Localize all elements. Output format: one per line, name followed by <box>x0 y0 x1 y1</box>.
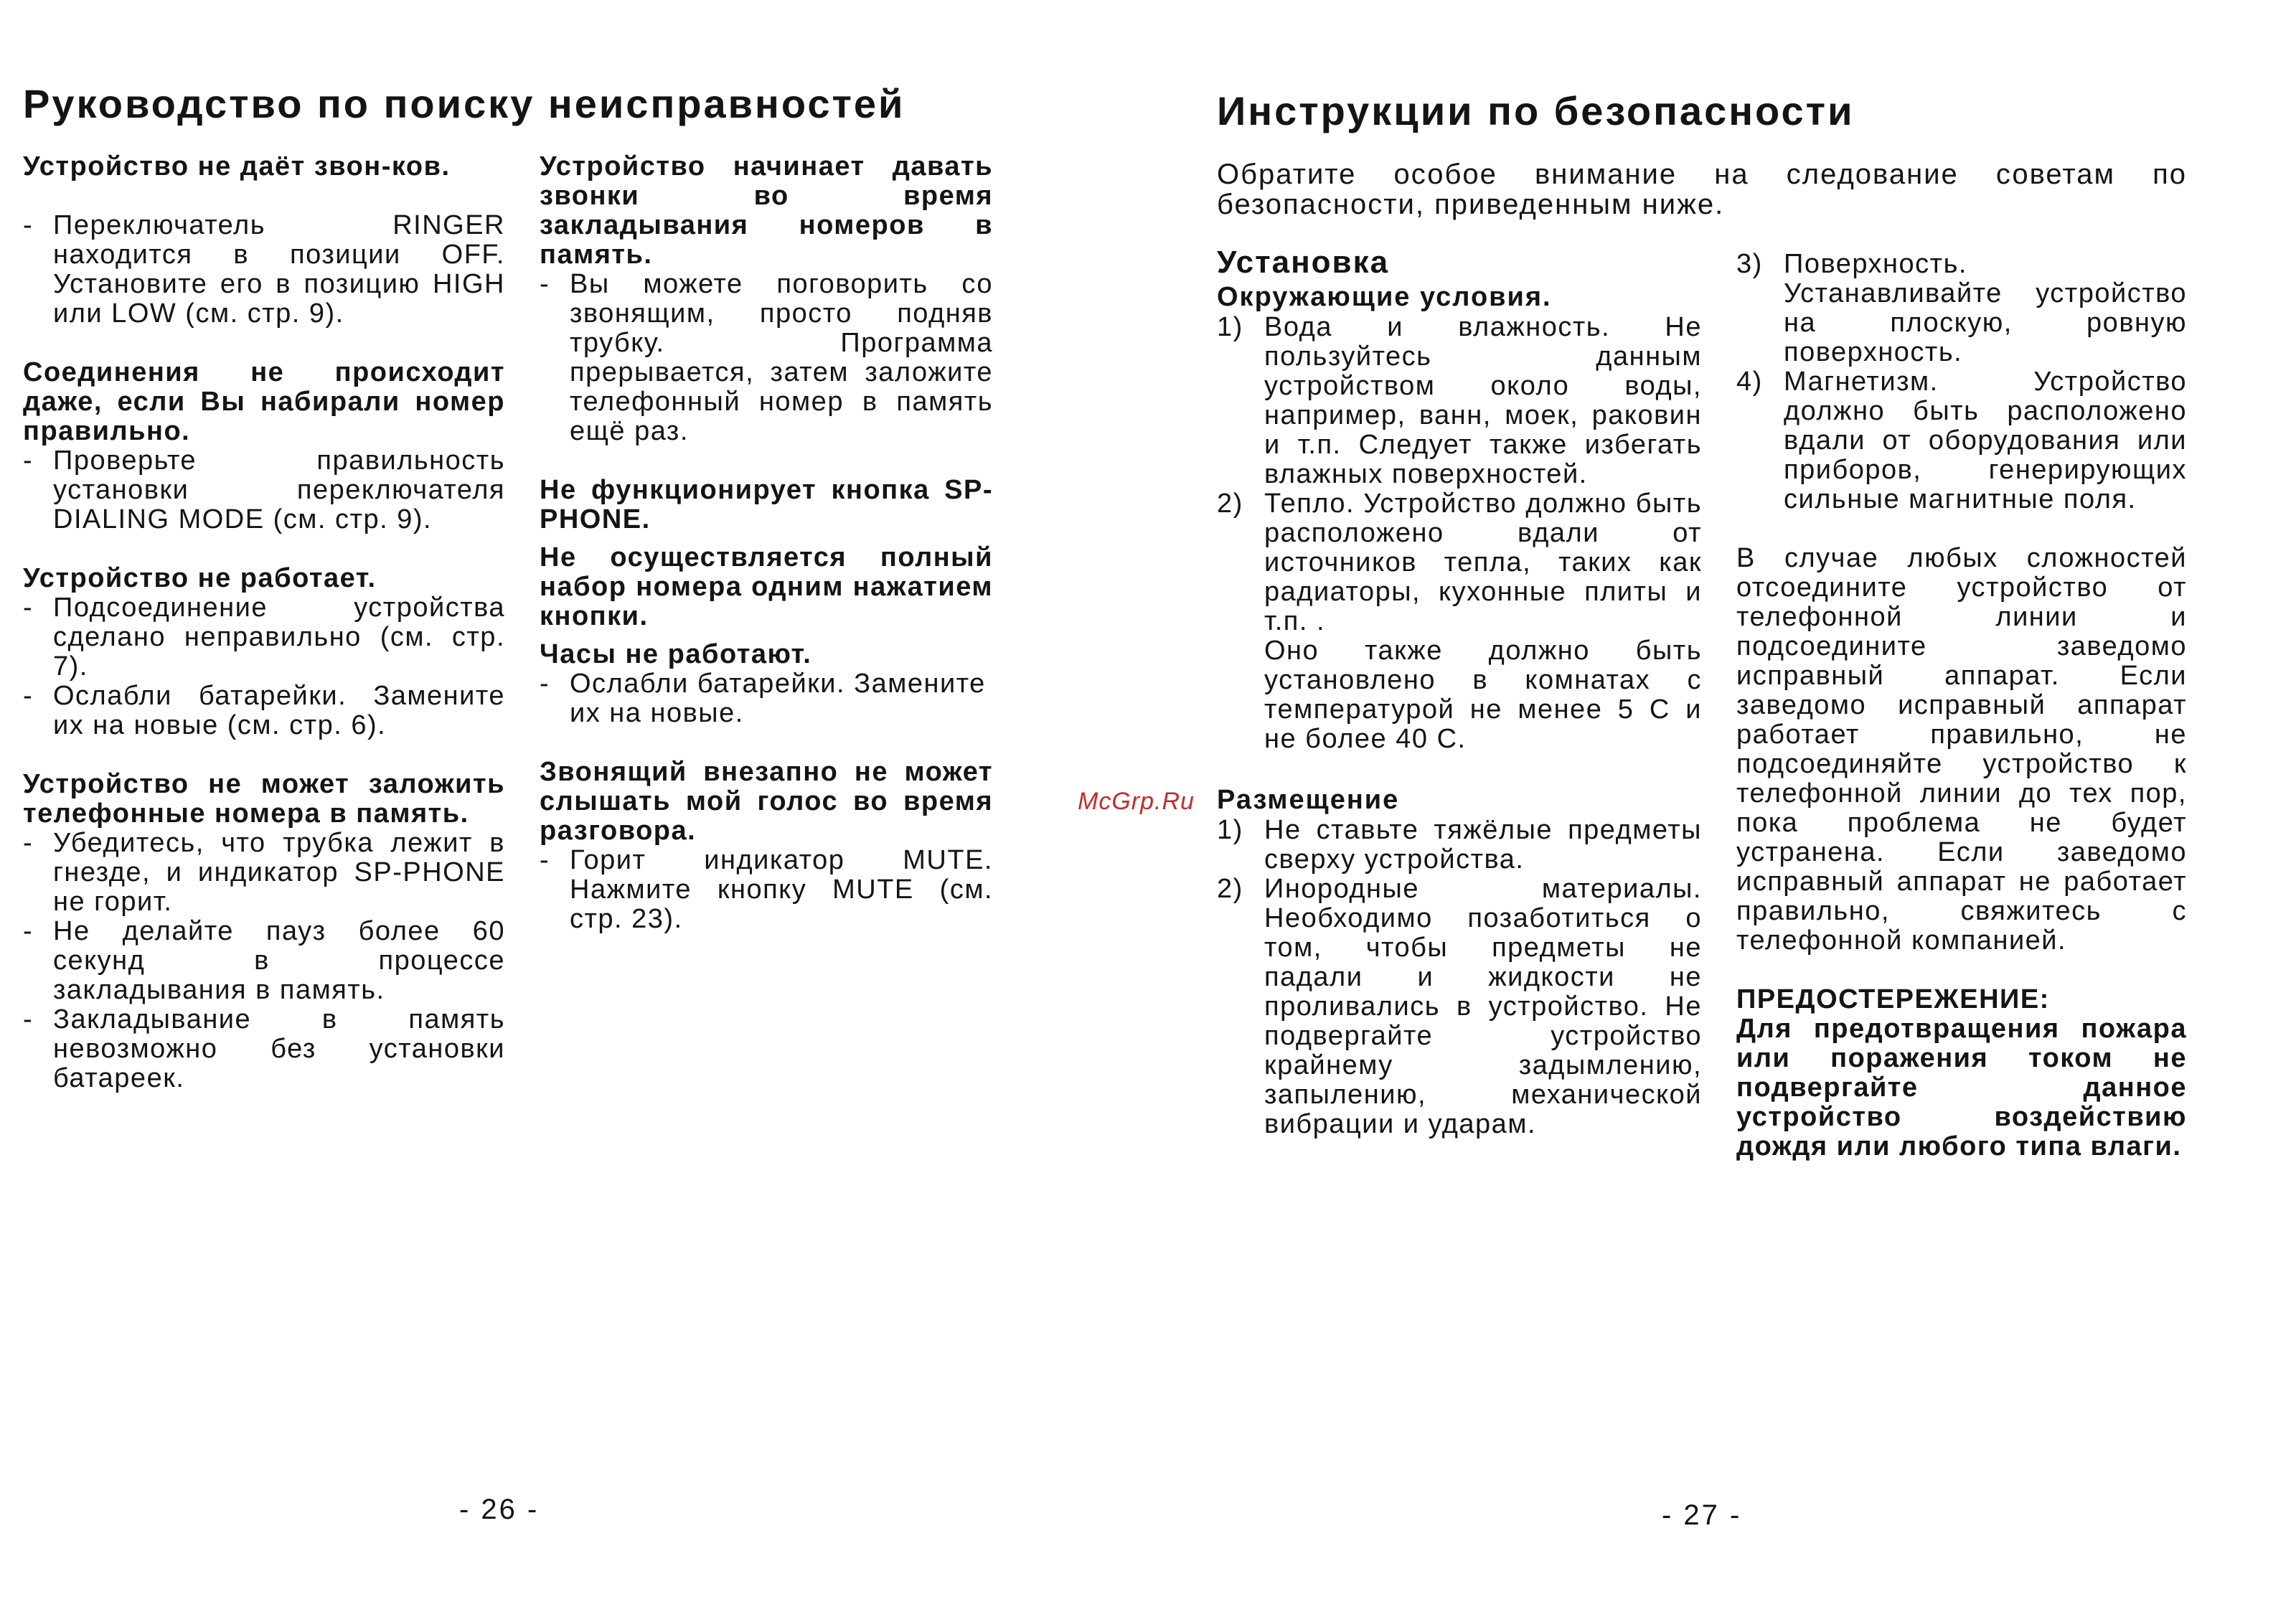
warning-text: Для предотвращения пожара или поражения током не подвергайте данное устройство воздействию дождя или любого типа влаги. <box>1736 1014 2187 1161</box>
trouble-item: - Проверьте правильность установки переключателя DIALING MODE (см. стр. 9). <box>23 446 505 534</box>
trouble-section <box>540 758 993 934</box>
trouble-items <box>23 211 505 329</box>
safety-column-2 <box>1736 250 2187 1161</box>
watermark: McGrp.Ru <box>1078 788 1195 815</box>
warning-block <box>1736 985 2187 1161</box>
placement-item: 2) Инородные материалы. Необходимо позаботиться о том, чтобы предметы не падали и жидкости не проливались в устройство. Не подвергайте устройство крайнему задымлению, запылению, механической вибрации и ударам. <box>1217 874 1702 1139</box>
environment-list <box>1217 313 1702 754</box>
trouble-heading: Не функционирует кнопка SP-PHONE. <box>540 475 993 534</box>
trouble-section <box>23 152 505 329</box>
placement-list <box>1217 816 1702 1139</box>
safety-column-1 <box>1217 244 1702 1139</box>
environment-item: 1) Вода и влажность. Не пользуйтесь данным устройством около воды, например, ванн, моек, раковин и т.п. Следует также избегать влажных поверхностей. <box>1217 312 1702 489</box>
troubleshooting-title: Руководство по поиску неисправностей <box>23 81 905 126</box>
trouble-item: - Переключатель RINGER находится в позиции OFF. Установите его в позицию HIGH или LOW (см. стр. 9). <box>23 210 505 329</box>
trouble-items <box>23 593 505 740</box>
trouble-items <box>540 270 993 446</box>
trouble-heading: Не осуществляется полный набор номера одним нажатием кнопки. <box>540 542 993 631</box>
trouble-section <box>23 770 505 1093</box>
environment-heading: Окружающие условия. <box>1217 282 1552 312</box>
placement-heading: Размещение <box>1217 785 1400 815</box>
trouble-item: - Вы можете поговорить со звонящим, просто подняв трубку. Программа прерывается, затем заложите телефонный номер в память ещё раз. <box>540 269 993 446</box>
trouble-section <box>23 564 505 740</box>
trouble-items <box>540 846 993 934</box>
trouble-heading: Часы не работают. <box>540 639 812 669</box>
safety-title: Инструкции по безопасности <box>1217 88 1855 133</box>
warning-title: ПРЕДОСТЕРЕЖЕНИЕ: <box>1736 984 2050 1014</box>
right-page <box>1148 0 2296 1607</box>
trouble-item: - Подсоединение устройства сделано неправильно (см. стр. 7). <box>23 593 505 682</box>
trouble-item: - Горит индикатор MUTE. Нажмите кнопку MUTE (см. стр. 23). <box>540 845 993 934</box>
trouble-item: - Ослабли батарейки. Замените их на новые. <box>540 669 986 728</box>
trouble-heading: Устройство не работает. <box>23 563 377 593</box>
trouble-item: - Не делайте пауз более 60 секунд в процессе закладывания в память. <box>23 916 505 1005</box>
page-number-left: - 26 - <box>459 1494 540 1525</box>
trouble-items <box>540 669 993 728</box>
install-item: 4) Магнетизм. Устройство должно быть расположено вдали от оборудования или приборов, генерирующих сильные магнитные поля. <box>1736 367 2187 514</box>
placement-item: 1) Не ставьте тяжёлые предметы сверху устройства. <box>1217 815 1702 875</box>
install-item: 3) Поверхность. Устанавливайте устройство на плоскую, ровную поверхность. <box>1736 249 2187 367</box>
trouble-heading: Устройство начинает давать звонки во время закладывания номеров в память. <box>540 151 993 270</box>
trouble-section <box>540 476 993 534</box>
trouble-section <box>23 358 505 534</box>
install-heading: Установка <box>1217 245 1390 280</box>
trouble-item: - Ослабли батарейки. Замените их на новые (см. стр. 6). <box>23 681 505 740</box>
environment-item: 2) Тепло. Устройство должно быть расположено вдали от источников тепла, таких как радиаторы, кухонные плиты и т.п. . Оно также должно быть установлено в комнатах с температурой не менее 5 С и не более 40 С. <box>1217 489 1702 754</box>
trouble-section <box>540 152 993 446</box>
trouble-item: - Закладывание в память невозможно без установки батареек. <box>23 1004 505 1093</box>
trouble-heading: Устройство не может заложить телефонные номера в память. <box>23 769 505 829</box>
trouble-section <box>540 640 993 728</box>
trouble-item: - Убедитесь, что трубка лежит в гнезде, и индикатор SP-PHONE не горит. <box>23 828 505 917</box>
troubleshooting-column-2 <box>540 152 993 963</box>
install-list-continued <box>1736 250 2187 514</box>
trouble-heading: Соединения не происходит даже, если Вы набирали номер правильно. <box>23 357 505 446</box>
troubleshooting-column-1 <box>23 152 505 1123</box>
trouble-paragraph: В случае любых сложностей отсоедините устройство от телефонной линии и подсоедините заведомо исправный аппарат. Если заведомо исправный аппарат работает правильно, не подсоединяйте устройство к телефонной линии до тех пор, пока проблема не будет устранена. Если заведомо исправный аппарат не работает правильно, свяжитесь с телефонной компанией. <box>1736 543 2187 956</box>
trouble-items <box>23 446 505 534</box>
page-number-right: - 27 - <box>1662 1499 1742 1531</box>
trouble-heading: Устройство не даёт звон-ков. <box>23 151 451 182</box>
trouble-heading: Звонящий внезапно не может слышать мой голос во время разговора. <box>540 757 993 846</box>
trouble-items <box>23 829 505 1093</box>
safety-intro: Обратите особое внимание на следование советам по безопасности, приведенным ниже. <box>1217 159 2187 220</box>
trouble-section <box>540 543 993 631</box>
